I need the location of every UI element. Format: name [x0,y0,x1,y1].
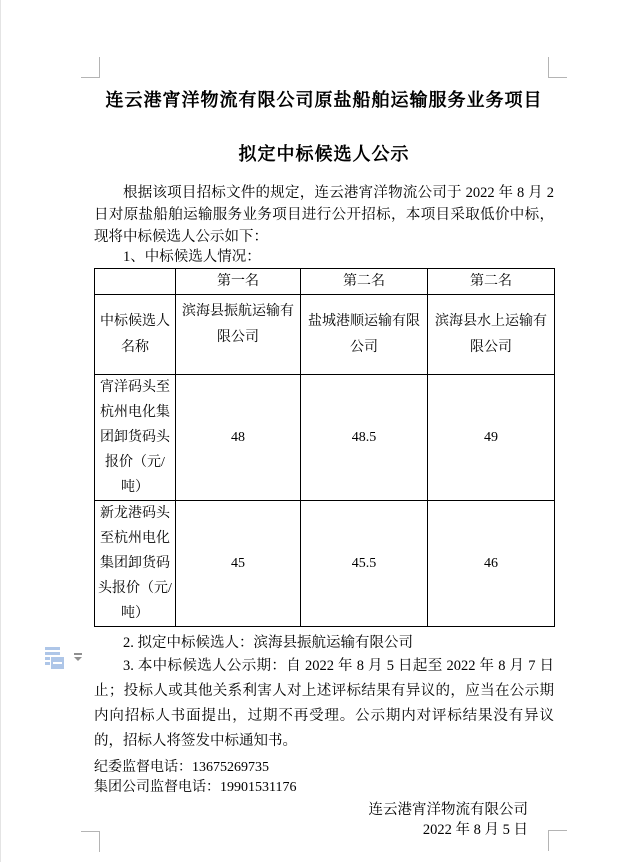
xinlonggang-price-1: 45 [176,501,301,627]
signature-block [94,800,554,840]
document-title: 连云港宵洋物流有限公司原盐船舶运输服务业务项目 [105,90,543,110]
candidate-2-name: 盐城港顺运输有限公司 [301,295,428,375]
discipline-phone-line: 纪委监督电话：13675269735 [94,760,269,775]
paste-options-button[interactable] [45,647,83,673]
dropdown-arrow-icon[interactable] [73,653,83,663]
candidate-3-name: 滨海县水上运输有限公司 [428,295,555,375]
row-label-xinlonggang-price: 新龙港码头至杭州电化集团卸货码头报价（元/吨） [95,501,176,627]
table-header-blank [95,269,176,295]
table-header-second: 第二名 [301,269,428,295]
xiaoyang-price-3: 49 [428,375,555,501]
xiaoyang-price-2: 48.5 [301,375,428,501]
group-phone-line: 集团公司监督电话：19901531176 [94,780,297,795]
item1-heading: 1、中标候选人情况： [123,249,261,265]
bid-candidates-table [94,268,555,627]
table-row-candidate-names [95,295,555,375]
xinlonggang-price-3: 46 [428,501,555,627]
table-row-xinlonggang-price [95,501,555,627]
candidate-1-name: 滨海县振航运输有限公司 [176,295,301,375]
xinlonggang-price-2: 45.5 [301,501,428,627]
section3-publicity-period: 3. 本中标候选人公示期：自 2022 年 8 月 5 日起至 2022 年 8 月 7 日止；投标人或其他关系利害人对上述评标结果有异议的，应当在公示期内向招标人书面提出，过期不再受理。公示期内对评标结果没有异议的，招标人将签发中标通知书。 [94,658,554,749]
row-label-candidate-name: 中标候选人名称 [95,295,176,375]
table-row-xiaoyang-price [95,375,555,501]
row-label-xiaoyang-price: 宵洋码头至杭州电化集团卸货码头报价（元/吨） [95,375,176,501]
document-content [94,0,554,840]
signature-date: 2022 年 8 月 5 日 [422,822,528,838]
paste-options-icon [45,647,67,672]
contact-block [94,758,554,798]
table-header-third: 第二名 [428,269,555,295]
signature-company: 连云港宵洋物流有限公司 [368,802,528,818]
table-header-row [95,269,555,295]
xiaoyang-price-1: 48 [176,375,301,501]
document-subtitle: 拟定中标候选人公示 [238,144,410,164]
intro-paragraph: 根据该项目招标文件的规定，连云港宵洋物流公司于 2022 年 8 月 2 日对原盐船舶运输服务业务项目进行公开招标，本项目采取低价中标，现将中标候选人公示如下： [94,185,554,245]
section2-proposed-winner: 2. 拟定中标候选人：滨海县振航运输有限公司 [123,635,413,651]
table-header-first: 第一名 [176,269,301,295]
